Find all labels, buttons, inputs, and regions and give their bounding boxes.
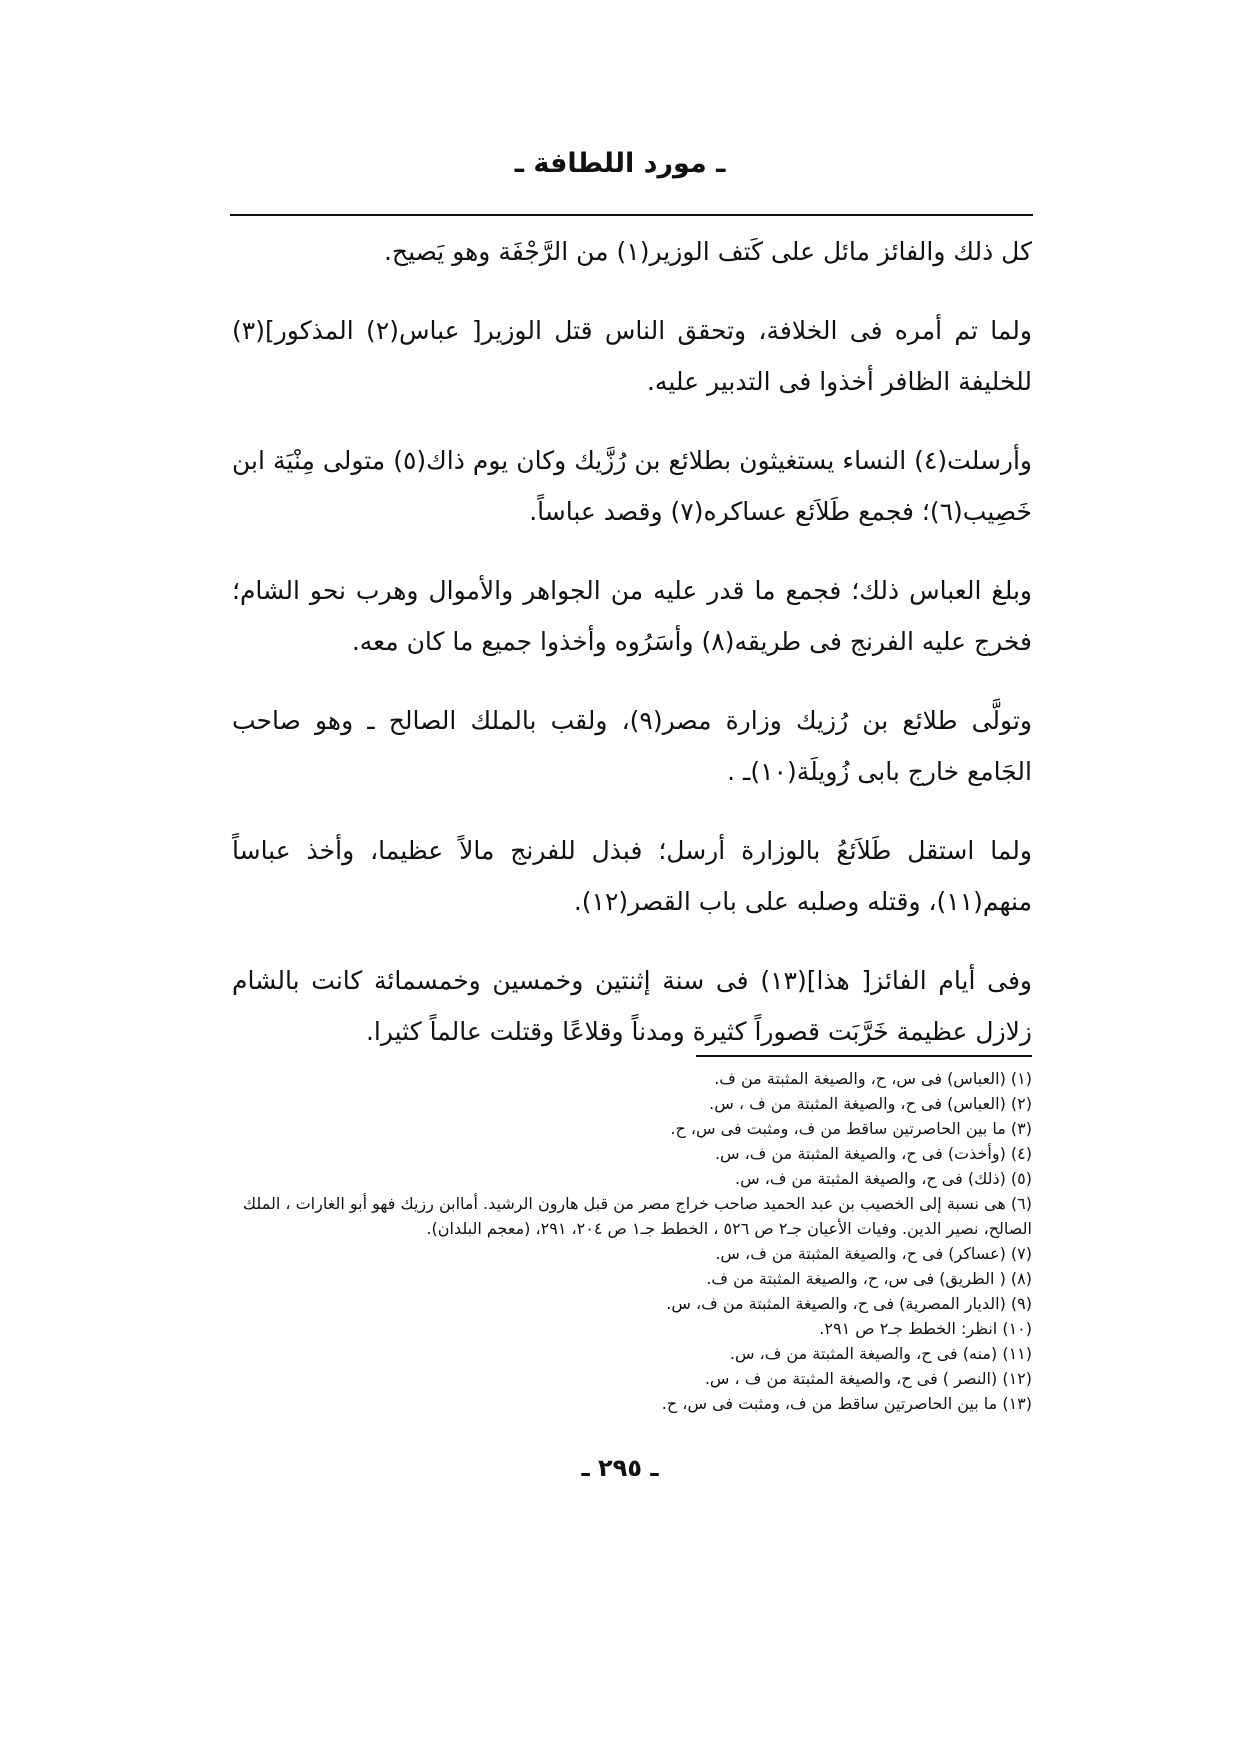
paragraph: وتولَّى طلائع بن رُزيك وزارة مصر(٩)، ولقب بالملك الصالح ـ وهو صاحب الجَامع خارج بابى زُويلَة(١٠)ـ . — [232, 706, 1032, 786]
footnote-item: (٧) (عساكر) فى ح، والصيغة المثبتة من ف، س. — [715, 1244, 1032, 1263]
paragraph: ولما استقل طَلاَئعُ بالوزارة أرسل؛ فبذل للفرنج مالاً عظيما، وأخذ عباساً منهم(١١)، وقتله وصلبه على باب القصر(١٢). — [232, 836, 1032, 916]
footnote-divider — [696, 1055, 1032, 1057]
footnote-item: (٤) (وأخذت) فى ح، والصيغة المثبتة من ف، س. — [714, 1144, 1032, 1163]
footnote-item: (٦) هى نسبة إلى الخصيب بن عبد الحميد صاحب خراج مصر من قبل هارون الرشيد. أماابن رزيك فهو أبو الغارات ، الملك الصالح، نصير الدين. وفيات الأعيان جـ٢ ص ٥٢٦ ، الخطط جـ١ ص ٢٠٤، ٢٩١، (معجم البلدان). — [242, 1194, 1032, 1238]
footnote-item: (٨) ( الطريق) فى س، ح، والصيغة المثبتة من ف. — [706, 1269, 1032, 1288]
footnote-item: (١٣) ما بين الحاصرتين ساقط من ف، ومثبت فى س، ح. — [661, 1394, 1032, 1413]
footnotes-list — [232, 1066, 1032, 1416]
footnote-item: (١١) (منه) فى ح، والصيغة المثبتة من ف، س. — [729, 1344, 1032, 1363]
page-number: ـ ٢٩٥ ـ — [581, 1454, 659, 1482]
running-header-title: ـ مورد اللطافة ـ — [514, 148, 726, 179]
paragraph: وفى أيام الفائز[ هذا](١٣) فى سنة إثنتين وخمسين وخمسمائة كانت بالشام زلازل عظيمة خَرَّبَت قصوراً كثيرة ومدناً وقلاعًا وقتلت عالماً كثيرا. — [232, 966, 1032, 1046]
paragraph: ولما تم أمره فى الخلافة، وتحقق الناس قتل الوزير[ عباس(٢) المذكور](٣) للخليفة الظافر أخذوا فى التدبير عليه. — [232, 316, 1032, 396]
footnote-item: (٣) ما بين الحاصرتين ساقط من ف، ومثبت فى س، ح. — [670, 1119, 1032, 1138]
main-text — [232, 226, 1032, 1085]
footnote-item: (٢) (العباس) فى ح، والصيغة المثبتة من ف ، س. — [709, 1094, 1032, 1113]
footnote-item: (١٢) (النصر ) فى ح، والصيغة المثبتة من ف ، س. — [704, 1369, 1032, 1388]
paragraph: كل ذلك والفائز مائل على كَتف الوزير(١) من الرَّجْفَة وهو يَصيح. — [383, 237, 1032, 266]
paragraph: وبلغ العباس ذلك؛ فجمع ما قدر عليه من الجواهر والأموال وهرب نحو الشام؛ فخرج عليه الفرنج فى طريقه(٨) وأسَرُوه وأخذوا جميع ما كان معه. — [232, 576, 1032, 656]
footnote-item: (١) (العباس) فى س، ح، والصيغة المثبتة من ف. — [714, 1069, 1032, 1088]
paragraph: وأرسلت(٤) النساء يستغيثون بطلائع بن رُزَّيك وكان يوم ذاك(٥) متولى مِنْيَة ابن خَصِيب(٦)؛ فجمع طَلاَئع عساكره(٧) وقصد عباساً. — [232, 446, 1033, 526]
header-divider — [230, 214, 1033, 216]
footnote-item: (١٠) انظر: الخطط جـ٢ ص ٢٩١. — [819, 1319, 1032, 1338]
footnote-item: (٩) (الديار المصرية) فى ح، والصيغة المثبتة من ف، س. — [666, 1294, 1032, 1313]
footnote-item: (٥) (ذلك) فى ح، والصيغة المثبتة من ف، س. — [734, 1169, 1032, 1188]
